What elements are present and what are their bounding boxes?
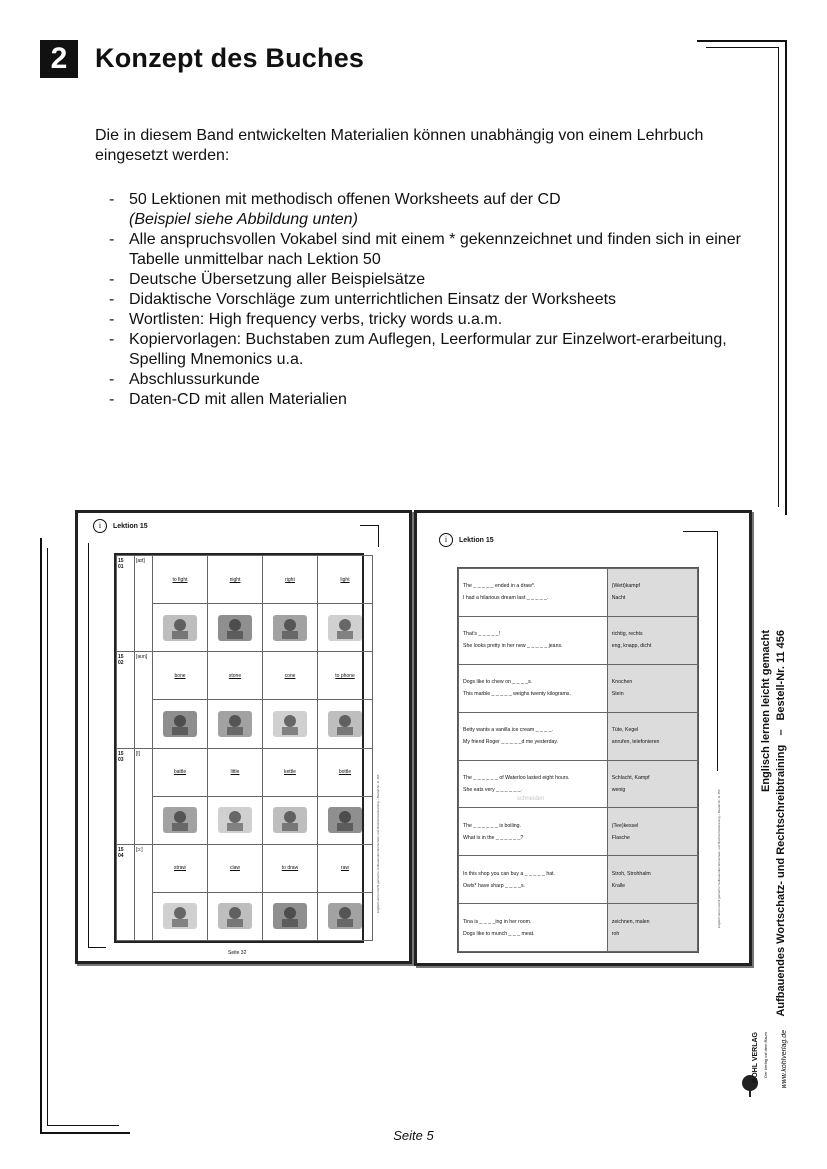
watermark-text: schneiden [517,796,545,802]
night-sky-picture [215,611,255,645]
sentence-cell [459,808,608,856]
raw-meat-picture [325,899,365,933]
list-dash: - [109,371,115,388]
preview-right-title: Lektion 15 [459,536,494,544]
claw-monster-picture [215,899,255,933]
vocab-word: cone [284,672,296,679]
german-translation: Stroh, Strohhalm [611,870,651,877]
german-translation: Schlacht, Kampf [611,774,650,781]
gap-sentence: She eats very _ _ _ _ _ _. [463,786,523,793]
translation-cell [607,712,697,760]
vocab-word: to phone [335,672,355,679]
vocab-word: stone [228,672,242,679]
straw-picture [160,899,200,933]
little-boy-picture [215,803,255,837]
translation-cell [607,808,697,856]
gap-sentence: Dogs like to munch _ _ _ meat. [463,930,535,937]
vocab-word: right [285,576,295,583]
vocab-word: night [229,576,241,583]
feature-list-item [109,330,749,370]
vocab-word: to draw [281,865,299,872]
vocab-word: battle [173,769,187,776]
german-translation: eng, knapp, dicht [611,643,652,650]
exercise-row [459,808,698,856]
order-number: Bestell-Nr. 11 456 [775,630,787,721]
exercise-row [459,856,698,904]
preview-left-vertical: Englisch lernen leicht gemacht / Aufbauendes Wortschatz- und Rechtschreibtraining – Bestell-Nr. 11 456 [376,774,380,913]
translation-cell [607,760,697,808]
gap-sentence: Betty wants a vanilla ice cream _ _ _ _. [463,727,553,734]
vocab-word: straw [174,865,186,872]
grid-word-row [117,844,373,892]
side-title [760,630,772,792]
german-translation: wenig [611,786,626,793]
german-translation: Knochen [611,679,633,686]
info-icon: i [93,519,107,533]
german-translation: Flasche [611,834,630,841]
feature-text: Kopiervorlagen: Buchstaben zum Auflegen, Leerformular zur Einzelwort-erarbeitung, Spelling Mnemonics u.a. [129,331,727,368]
bone-picture [160,707,200,741]
gap-sentence: In this shop you can buy a _ _ _ _ _ hat. [463,870,555,877]
drawing-child-picture [270,899,310,933]
lesson-grid [114,553,364,943]
karate-picture [160,611,200,645]
page-number: Seite 5 [393,1128,434,1143]
list-dash: - [109,291,115,308]
translation-cell [607,569,697,617]
list-dash: - [109,391,115,408]
gap-sentence: Tina is _ _ _ _ing in her room. [463,918,532,925]
vocab-word: raw [340,865,350,872]
german-translation: roh [611,930,620,937]
feature-list-item [109,310,749,330]
feature-text: Didaktische Vorschläge zum unterrichtlichen Einsatz der Worksheets [129,291,617,308]
exercise-table [457,567,699,953]
german-translation: Stein [611,691,624,698]
feature-list-item [109,290,749,310]
preview-left-header [93,519,148,533]
phonetic-label: [ɔː] [135,844,153,940]
grid-word-row [117,556,373,604]
preview-left-footer: Seite 32 [228,950,247,956]
turn-right-sign-picture [270,611,310,645]
feature-text: Daten-CD mit allen Materialien [129,391,347,408]
exercise-row [459,569,698,617]
side-title-line2: Aufbauendes Wortschatz- und Rechtschreibtraining [775,744,787,1017]
gap-sentence: She looks pretty in her new _ _ _ _ _ jeans. [463,643,563,650]
vocab-word: little [230,769,240,776]
gap-sentence: The _ _ _ _ _ _ is boiling. [463,822,521,829]
vocab-word: kettle [284,769,296,776]
battle-picture [160,803,200,837]
publisher-slogan: Der Verlag mit dem Baum [763,1032,768,1078]
feature-note: (Beispiel siehe Abbildung unten) [129,211,358,228]
phone-dog-picture [325,707,365,741]
traffic-cone-picture [270,707,310,741]
translation-cell [607,856,697,904]
vocab-word: light [340,576,350,583]
feature-text: Wortlisten: High frequency verbs, tricky words u.a.m. [129,311,503,328]
gap-sentence: Dogs like to chew on _ _ _ _s. [463,679,533,686]
gap-sentence: My friend Roger _ _ _ _ _d me yesterday. [463,739,559,746]
feature-list-item [109,190,749,230]
german-translation: richtig, rechts [611,631,643,638]
gap-sentence: Owls* have sharp _ _ _ _s. [463,882,525,889]
lesson-number: 15 01 [117,556,135,652]
exercise-row [459,760,698,808]
feature-text: 50 Lektionen mit methodisch offenen Worksheets auf der CD [129,191,561,208]
sentence-cell [459,904,608,952]
grid-picture-row [117,892,373,940]
kettle-picture [270,803,310,837]
feature-list-item [109,370,749,390]
german-translation: Nacht [611,595,626,602]
bottle-picture [325,803,365,837]
phonetic-label: [l] [135,748,153,844]
phonetic-label: [aɪt] [135,556,153,652]
translation-cell [607,904,697,952]
vocab-word: to fight [172,576,188,583]
gap-sentence: I had a hilarious dream last _ _ _ _ _. [463,595,549,602]
exercise-row [459,712,698,760]
sentence-cell [459,569,608,617]
publisher-name: KOHL VERLAG [752,1032,759,1083]
preview-right-header [439,533,494,547]
light-figure-picture [325,611,365,645]
exercise-row [459,616,698,664]
gap-sentence: What is in the _ _ _ _ _ _? [463,834,524,841]
sentence-cell [459,664,608,712]
vocab-word: bone [174,672,186,679]
publisher-url: www.kohlverlag.de [781,1030,788,1089]
sentence-cell [459,856,608,904]
translation-cell [607,664,697,712]
exercise-row [459,664,698,712]
lesson-number: 15 03 [117,748,135,844]
list-dash: - [109,231,115,248]
vocab-word: claw [229,865,240,872]
list-dash: - [109,331,115,348]
phonetic-label: [əʊn] [135,652,153,748]
exercise-row [459,904,698,952]
vocab-word: bottle [338,769,352,776]
german-translation: Tüte, Kegel [611,727,639,734]
grid-picture-row [117,604,373,652]
list-dash: - [109,311,115,328]
german-translation: (Tee)kessel [611,822,639,829]
page-title: Konzept des Buches [95,43,365,73]
german-translation: zeichnen, malen [611,918,650,925]
gap-sentence: The _ _ _ _ _ ended in a draw*. [463,583,536,590]
german-translation: (Wett)kampf [611,583,640,590]
sentence-cell [459,712,608,760]
preview-page-right [414,510,752,966]
sentence-cell [459,616,608,664]
feature-list-item [109,270,749,290]
gap-sentence: The _ _ _ _ _ _ of Waterloo lasted eight hours. [463,774,570,781]
list-dash: - [109,271,115,288]
side-title-line1: Englisch lernen leicht gemacht [760,630,772,792]
feature-text: Abschlussurkunde [129,371,260,388]
grid-picture-row [117,700,373,748]
lesson-number: 15 04 [117,844,135,940]
info-icon: i [439,533,453,547]
german-translation: Kralle [611,882,626,889]
preview-left-title: Lektion 15 [113,522,148,530]
feature-list [109,190,749,410]
feature-text: Deutsche Übersetzung aller Beispielsätze [129,271,426,288]
grid-word-row [117,748,373,796]
gap-sentence: This marble _ _ _ _ _ weighs twenty kilograms. [463,691,571,698]
gap-sentence: That's _ _ _ _ _! [463,631,501,638]
lesson-number: 15 02 [117,652,135,748]
feature-list-item [109,230,749,270]
side-separator: – [775,729,787,736]
stones-picture [215,707,255,741]
list-dash: - [109,191,115,208]
grid-word-row [117,652,373,700]
intro-text: Die in diesem Band entwickelten Materialien können unabhängig von einem Lehrbuch eingesetzt werden: [95,127,704,164]
feature-text: Alle anspruchsvollen Vokabel sind mit einem * gekennzeichnet und finden sich in einer Tabelle unmittelbar nach Lektion 50 [129,231,741,268]
translation-cell [607,616,697,664]
preview-page-left [75,510,412,964]
german-translation: anrufen, telefonieren [611,739,660,746]
side-subtitle [775,630,787,1017]
chapter-number: 2 [40,40,78,78]
preview-right-vertical: Englisch lernen leicht gemacht / Aufbauendes Wortschatz- und Rechtschreibtraining – Bestell-Nr. 11 456 [717,789,721,928]
feature-list-item [109,390,749,410]
grid-picture-row [117,796,373,844]
